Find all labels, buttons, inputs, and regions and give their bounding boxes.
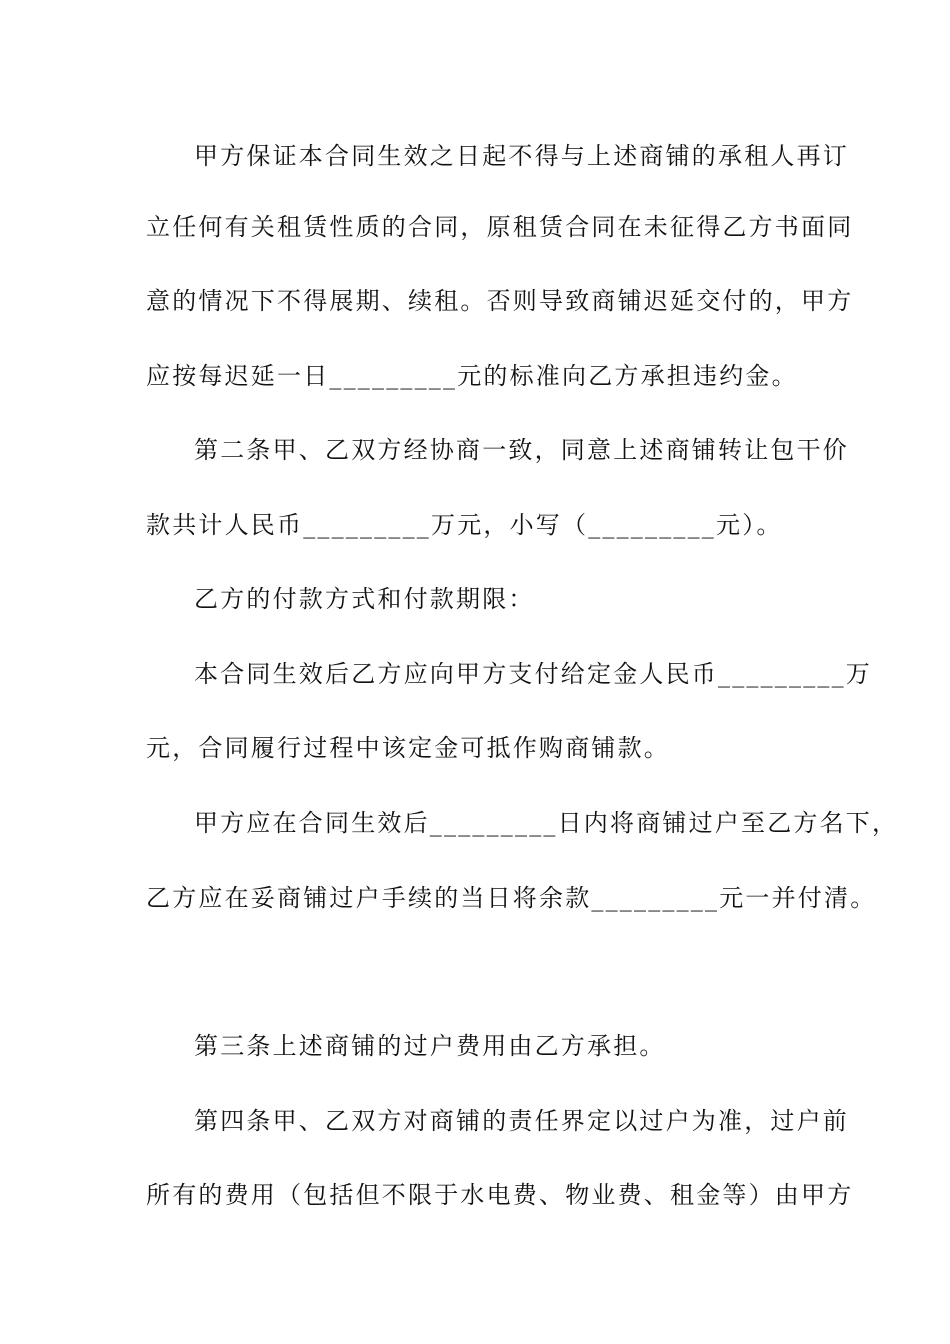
paragraph-line-4: 应按每迟延一日_________元的标准向乙方承担违约金。	[146, 362, 798, 390]
paragraph-line-3: 意的情况下不得展期、续租。否则导致商铺迟延交付的，甲方	[146, 287, 854, 315]
transfer-line-2: 乙方应在妥商铺过户手续的当日将余款_________元一并付清。	[146, 884, 877, 912]
article-two-line-2: 款共计人民币_________万元，小写（_________元）。	[146, 511, 783, 539]
paragraph-line-1: 甲方保证本合同生效之日起不得与上述商铺的承租人再订	[194, 142, 849, 170]
article-three-line: 第三条上述商铺的过户费用由乙方承担。	[194, 1032, 666, 1060]
deposit-line-1: 本合同生效后乙方应向甲方支付给定金人民币_________万	[194, 660, 872, 688]
article-four-line-2: 所有的费用（包括但不限于水电费、物业费、租金等）由甲方	[146, 1181, 854, 1209]
deposit-line-2: 元，合同履行过程中该定金可抵作购商铺款。	[146, 734, 670, 762]
article-four-line-1: 第四条甲、乙双方对商铺的责任界定以过户为准，过户前	[194, 1107, 849, 1135]
payment-heading: 乙方的付款方式和付款期限：	[194, 585, 535, 613]
article-two-line-1: 第二条甲、乙双方经协商一致，同意上述商铺转让包干价	[194, 436, 849, 464]
paragraph-line-2: 立任何有关租赁性质的合同，原租赁合同在未征得乙方书面同	[146, 213, 854, 241]
transfer-line-1: 甲方应在合同生效后_________日内将商铺过户至乙方名下，	[194, 809, 899, 837]
